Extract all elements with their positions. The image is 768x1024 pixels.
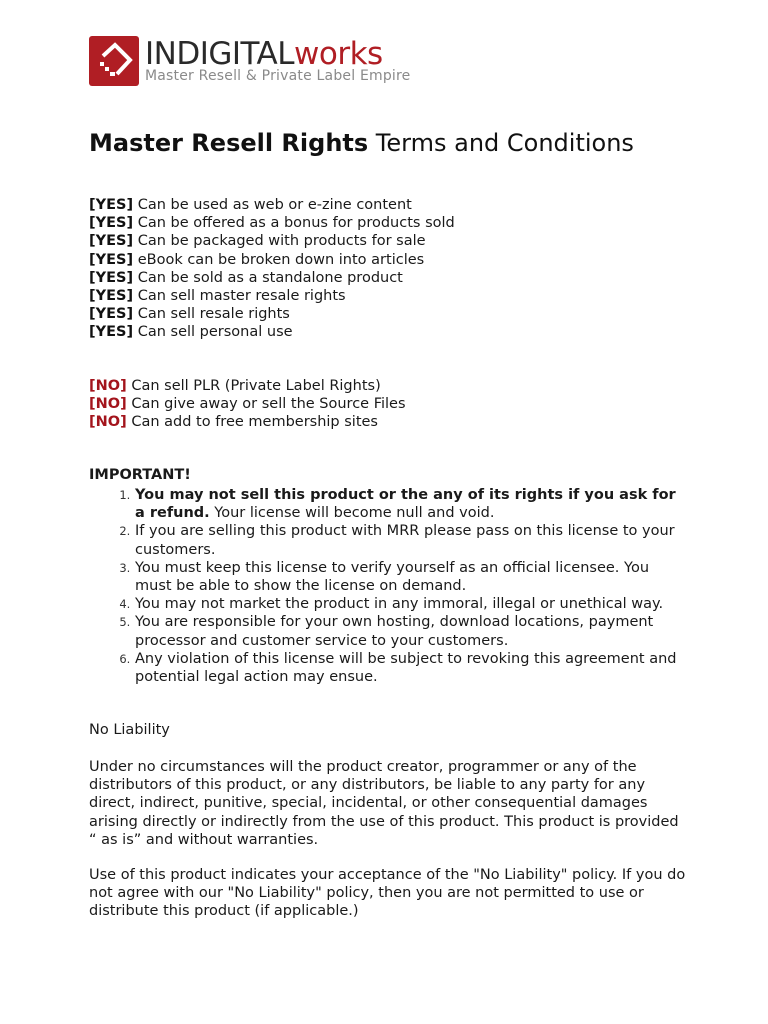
yes-tag: [YES] — [89, 215, 134, 232]
no-tag: [NO] — [89, 378, 127, 394]
list-item — [89, 196, 455, 214]
rule-item — [134, 559, 679, 595]
allowed-rights-list — [89, 196, 455, 342]
list-item — [89, 377, 406, 395]
list-item — [89, 305, 455, 323]
brand-logo — [89, 36, 410, 86]
rule-item — [134, 595, 679, 613]
yes-tag: [YES] — [89, 251, 134, 268]
list-item-text: Can sell resale rights — [133, 306, 290, 323]
list-item-text: Can be packaged with products for sale — [133, 233, 426, 250]
list-item-text: Can give away or sell the Source Files — [126, 396, 406, 413]
list-item-text: Can be offered as a bonus for products sold — [133, 215, 455, 232]
list-item-text: Can add to free membership sites — [126, 414, 378, 431]
list-item — [89, 413, 406, 431]
yes-tag: [YES] — [89, 324, 134, 341]
rule-text: Any violation of this license will be subject to revoking this agreement and potential legal action may ensue. — [135, 650, 677, 686]
indigitalworks-logo-icon — [89, 36, 139, 86]
brand-name-part2: works — [294, 36, 383, 72]
list-item-text: Can sell PLR (Private Label Rights) — [126, 378, 381, 394]
list-item-text: Can be used as web or e-zine content — [133, 197, 412, 213]
list-item — [89, 323, 455, 341]
list-item — [89, 269, 455, 287]
list-item-text: Can be sold as a standalone product — [133, 269, 403, 286]
important-rules-list — [89, 486, 679, 686]
brand-name-part1: INDIGITAL — [145, 36, 295, 72]
list-item-text: eBook can be broken down into articles — [133, 251, 425, 268]
yes-tag: [YES] — [89, 269, 134, 286]
brand-tagline: Master Resell & Private Label Empire — [145, 68, 411, 84]
logo-text — [145, 36, 410, 84]
rule-text: You must keep this license to verify yourself as an official licensee. You must be able to show the license on demand. — [135, 559, 650, 595]
rule-text: You are responsible for your own hosting, download locations, payment processor and customer service to your customers. — [135, 614, 654, 649]
rule-bold-text: You may not sell this product or the any of its rights if you ask for a refund. — [135, 487, 676, 522]
brand-name — [145, 38, 410, 70]
list-item — [89, 232, 455, 250]
rule-text: If you are selling this product with MRR please pass on this license to your customers. — [135, 523, 675, 558]
yes-tag: [YES] — [89, 306, 134, 323]
restricted-rights-list — [89, 377, 406, 432]
page-title-regular: Terms and Conditions — [368, 129, 634, 157]
important-heading: IMPORTANT! — [89, 467, 191, 483]
rule-item — [134, 650, 679, 686]
no-tag: [NO] — [89, 414, 127, 431]
yes-tag: [YES] — [89, 197, 134, 213]
rule-item — [134, 613, 679, 649]
rule-item — [134, 486, 679, 522]
list-item — [89, 214, 455, 232]
list-item — [89, 395, 406, 413]
yes-tag: [YES] — [89, 288, 134, 305]
no-liability-paragraph: Under no circumstances will the product creator, programmer or any of the distributors of this product, or any distributors, be liable to any party for any direct, indirect, punitive, special, incidental, or other consequential damages arising directly or indirectly from the use of this product. This product is provided “ as is” and without warranties. — [89, 759, 679, 848]
acceptance-paragraph: Use of this product indicates your acceptance of the "No Liability" policy. If you do not agree with our "No Liability" policy, then you are not permitted to use or distribute this product (if applicable.) — [89, 867, 686, 920]
yes-tag: [YES] — [89, 233, 134, 250]
rule-item — [134, 522, 679, 558]
list-item — [89, 287, 455, 305]
no-tag: [NO] — [89, 396, 127, 413]
rule-text: Your license will become null and void. — [209, 505, 495, 522]
list-item — [89, 251, 455, 269]
rule-text: You may not market the product in any immoral, illegal or unethical way. — [135, 596, 664, 613]
list-item-text: Can sell master resale rights — [133, 288, 346, 305]
no-liability-heading: No Liability — [89, 722, 170, 738]
page-title-bold: Master Resell Rights — [89, 129, 369, 157]
page-title — [89, 129, 634, 157]
list-item-text: Can sell personal use — [133, 324, 293, 341]
